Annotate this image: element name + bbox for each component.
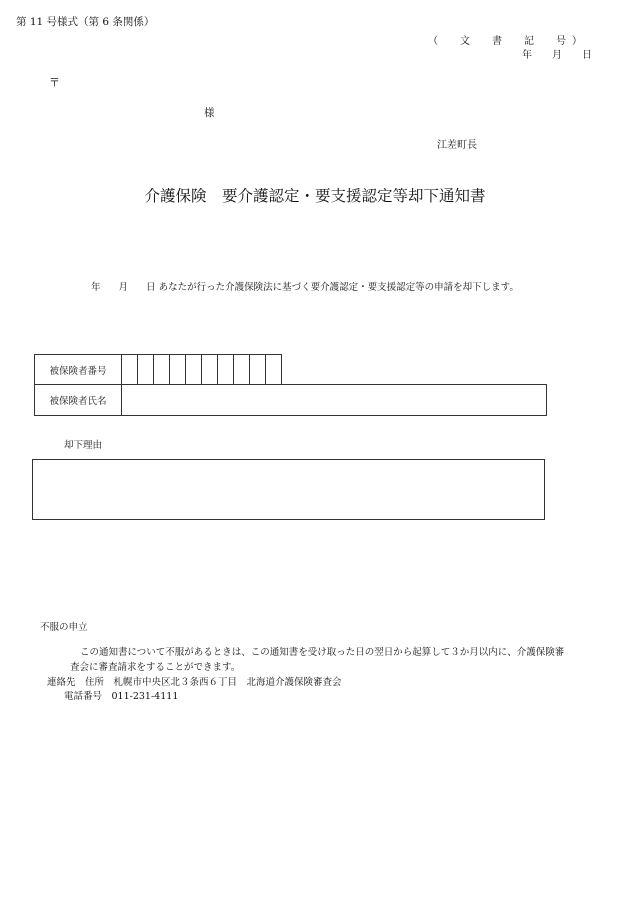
insured-number-digit[interactable] <box>266 354 282 385</box>
notice-day: 日 <box>146 282 156 293</box>
insured-number-digit[interactable] <box>234 354 250 385</box>
insured-number-digit[interactable] <box>218 354 234 385</box>
notice-month: 月 <box>118 282 129 293</box>
contact-phone: 電話番号 011-231-4111 <box>64 691 179 702</box>
insured-number-label: 被保険者番号 <box>34 354 122 385</box>
insured-number-digit[interactable] <box>202 354 218 385</box>
insured-number-digit[interactable] <box>186 354 202 385</box>
document-date: 年 月 日 <box>522 50 592 61</box>
document-title: 介護保険 要介護認定・要支援認定等却下通知書 <box>144 187 486 205</box>
insured-number-digit[interactable] <box>122 354 138 385</box>
contact-address: 連絡先 住所 札幌市中央区北３条西６丁目 北海道介護保険審査会 <box>47 677 342 688</box>
notice-text: あなたが行った介護保険法に基づく要介護認定・要支援認定等の申請を却下します。 <box>158 282 519 293</box>
document-code: （ 文 書 記 号） <box>428 36 588 47</box>
appeal-heading: 不服の申立 <box>40 622 88 633</box>
notice-year: 年 <box>91 282 101 293</box>
insured-number-digit[interactable] <box>170 354 186 385</box>
insured-number-digit[interactable] <box>250 354 266 385</box>
insured-number-digit[interactable] <box>154 354 170 385</box>
insured-name-label: 被保険者氏名 <box>34 384 122 416</box>
insured-name-row <box>34 384 547 416</box>
recipient-honorific: 様 <box>204 107 215 119</box>
reason-label: 却下理由 <box>64 440 103 451</box>
postal-mark: 〒 <box>49 76 60 89</box>
form-number: 第 11 号様式（第 6 条関係） <box>16 16 155 28</box>
insured-number-digit[interactable] <box>138 354 154 385</box>
reason-box[interactable] <box>32 459 545 520</box>
notice-line <box>91 279 519 293</box>
insured-number-row <box>34 354 282 385</box>
insured-name-field[interactable] <box>122 384 547 416</box>
appeal-body: この通知書について不服があるときは、この通知書を受け取った日の翌日から起算して３か月以内に、介護保険審査会に審査請求をすることができます。 <box>70 647 565 673</box>
insured-number-cells <box>122 354 282 385</box>
issuer-name: 江差町長 <box>437 140 477 151</box>
